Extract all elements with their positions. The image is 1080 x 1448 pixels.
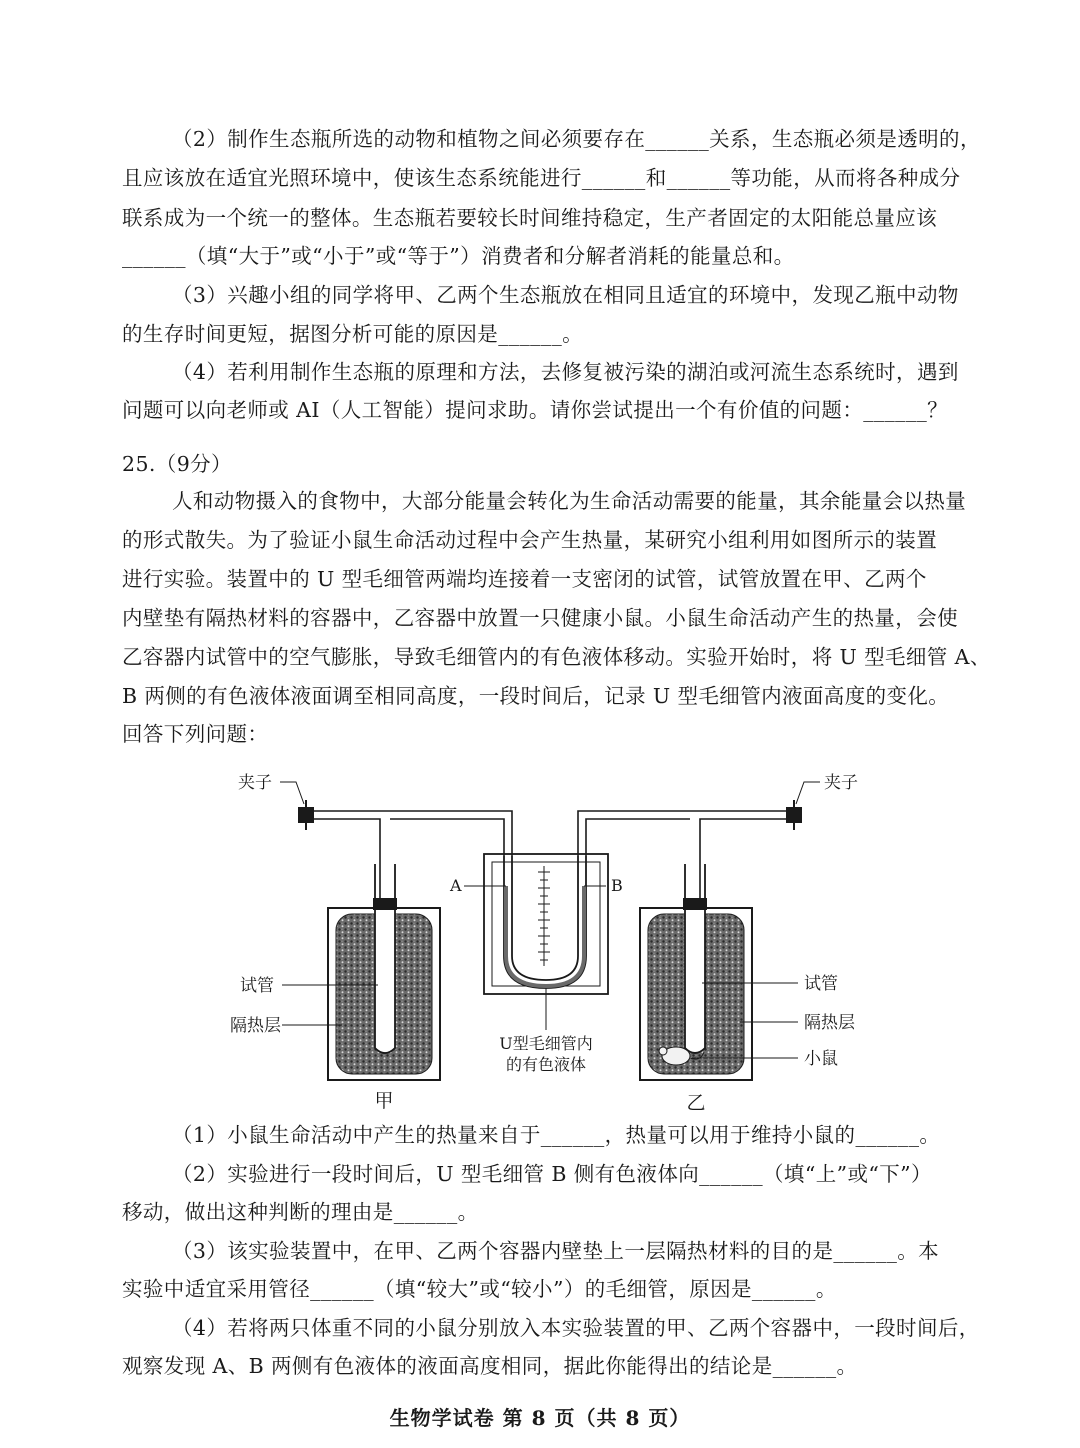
q25-heading: 25.（9分） (122, 452, 232, 476)
q25-intro-line6: B 两侧的有色液体液面调至相同高度，一段时间后，记录 U 型毛细管内液面高度的变化。 (122, 684, 950, 708)
apparatus-figure (230, 760, 870, 1115)
q25-intro-line1: 人和动物摄入的食物中，大部分能量会转化为生命活动需要的能量，其余能量会以热量 (172, 489, 967, 513)
container-yi-caption: 乙 (686, 1092, 706, 1114)
q24-part2-line4: ______（填“大于”或“小于”或“等于”）消费者和分解者消耗的能量总和。 (122, 244, 795, 268)
u-tube (484, 854, 608, 994)
container-yi (640, 864, 752, 1080)
q25-intro-line2: 的形式散失。为了验证小鼠生命活动过程中会产生热量，某研究小组利用如图所示的装置 (122, 528, 938, 552)
u-tube-liquid-label-line2: 的有色液体 (505, 1055, 587, 1074)
q25-sub3-line2: 实验中适宜采用管径______（填“较大”或“较小”）的毛细管，原因是______。 (122, 1277, 837, 1301)
tube-left-label: 试管 (240, 976, 274, 996)
q24-part4-line1: （4）若利用制作生态瓶的原理和方法，去修复被污染的湖泊或河流生态系统时，遇到 (172, 360, 959, 384)
insulation-left-label: 隔热层 (230, 1016, 281, 1036)
q25-intro-line5: 乙容器内试管中的空气膨胀，导致毛细管内的有色液体移动。实验开始时，将 U 型毛细管 A、 (122, 645, 991, 669)
mouse-label: 小鼠 (804, 1049, 838, 1069)
clip-left-label: 夹子 (238, 773, 272, 793)
container-jia-caption: 甲 (374, 1090, 394, 1112)
insulation-right-label: 隔热层 (804, 1013, 855, 1033)
q25-sub4-line2: 观察发现 A、B 两侧有色液体的液面高度相同，据此你能得出的结论是______。 (122, 1354, 858, 1378)
clip-right-label: 夹子 (824, 773, 858, 793)
q25-sub2-line1: （2）实验进行一段时间后，U 型毛细管 B 侧有色液体向______（填“上”或“下”） (172, 1162, 932, 1186)
tube-right-label: 试管 (804, 974, 838, 994)
u-tube-liquid-label-line1: U型毛细管内 (499, 1034, 593, 1053)
q24-part2-line1: （2）制作生态瓶所选的动物和植物之间必须要存在______关系，生态瓶必须是透明的， (172, 127, 981, 151)
clip-right (786, 800, 802, 830)
q24-part2-line2: 且应该放在适宜光照环境中，使该生态系统能进行______和______等功能，从而将各种成分 (122, 166, 961, 190)
label-a: A (450, 876, 462, 895)
q25-sub3-line1: （3）该实验装置中，在甲、乙两个容器内壁垫上一层隔热材料的目的是______。本 (172, 1239, 940, 1263)
q25-intro-line4: 内壁垫有隔热材料的容器中，乙容器中放置一只健康小鼠。小鼠生命活动产生的热量，会使 (122, 606, 958, 630)
clip-left (298, 800, 314, 830)
q25-sub4-line1: （4）若将两只体重不同的小鼠分别放入本实验装置的甲、乙两个容器中，一段时间后， (172, 1316, 980, 1340)
q24-part2-line3: 联系成为一个统一的整体。生态瓶若要较长时间维持稳定，生产者固定的太阳能总量应该 (122, 206, 938, 230)
q25-sub2-line2: 移动，做出这种判断的理由是______。 (122, 1200, 479, 1224)
q24-part3-line1: （3）兴趣小组的同学将甲、乙两个生态瓶放在相同且适宜的环境中，发现乙瓶中动物 (172, 283, 959, 307)
page-footer: 生物学试卷 第 8 页（共 8 页） (389, 1406, 691, 1430)
container-jia (328, 864, 440, 1080)
q25-intro-line7: 回答下列问题： (122, 722, 269, 746)
q25-intro-line3: 进行实验。装置中的 U 型毛细管两端均连接着一支密闭的试管，试管放置在甲、乙两个 (122, 567, 927, 591)
q24-part3-line2: 的生存时间更短，据图分析可能的原因是______。 (122, 322, 583, 346)
q24-part4-line2: 问题可以向老师或 AI（人工智能）提问求助。请你尝试提出一个有价值的问题：______？ (122, 398, 949, 422)
label-b: B (611, 876, 623, 895)
q25-sub1-line1: （1）小鼠生命活动中产生的热量来自于______，热量可以用于维持小鼠的______。 (172, 1123, 941, 1147)
